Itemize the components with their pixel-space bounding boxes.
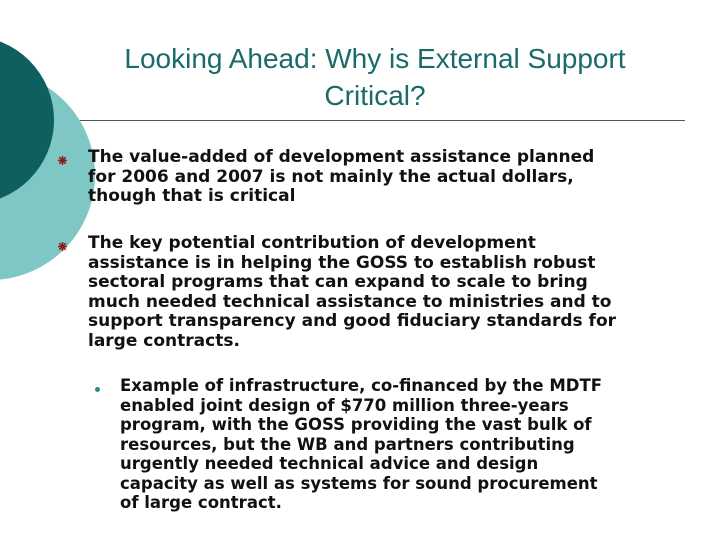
title-divider bbox=[80, 120, 685, 121]
bullet-line: The value-added of development assistance planned bbox=[88, 147, 595, 167]
slide-title-line-1: Looking Ahead: Why is External Support bbox=[124, 43, 626, 74]
bullet-line: though that is critical bbox=[88, 186, 296, 206]
sub-bullet-line: urgently needed technical advice and design bbox=[120, 454, 539, 473]
bullet-line: assistance is in helping the GOSS to establish robust bbox=[88, 252, 596, 273]
bullet-line: support transparency and good fiduciary standards for bbox=[88, 311, 617, 331]
bullet-line: for 2006 and 2007 is not mainly the actual dollars, bbox=[88, 166, 574, 187]
bullet-line: much needed technical assistance to ministries and to bbox=[88, 291, 612, 312]
sun-star-bullet-icon bbox=[58, 156, 67, 165]
slide-title-line-2: Critical? bbox=[324, 80, 426, 111]
bullet-line: sectoral programs that can expand to scale to bring bbox=[88, 272, 588, 292]
sub-bullet-line: enabled joint design of $770 million three-years bbox=[120, 395, 569, 415]
bullet-line: large contracts. bbox=[88, 330, 240, 351]
sub-bullet-line: resources, but the WB and partners contributing bbox=[120, 434, 575, 454]
sub-bullet-line: program, with the GOSS providing the vast bulk of bbox=[120, 415, 592, 434]
bullet-value-added bbox=[88, 148, 710, 207]
slide-title bbox=[70, 40, 680, 114]
sub-bullet-infrastructure-example bbox=[120, 376, 710, 513]
sub-bullet-line: capacity as well as systems for sound procurement bbox=[120, 473, 598, 493]
sun-star-bullet-icon bbox=[58, 242, 67, 251]
bullet-key-contribution bbox=[88, 234, 710, 351]
sub-bullet-line: of large contract. bbox=[120, 493, 282, 512]
sub-bullet-line: Example of infrastructure, co-financed by the MDTF bbox=[120, 376, 602, 395]
dot-bullet-icon bbox=[95, 387, 100, 392]
bullet-line: The key potential contribution of development bbox=[88, 233, 536, 253]
